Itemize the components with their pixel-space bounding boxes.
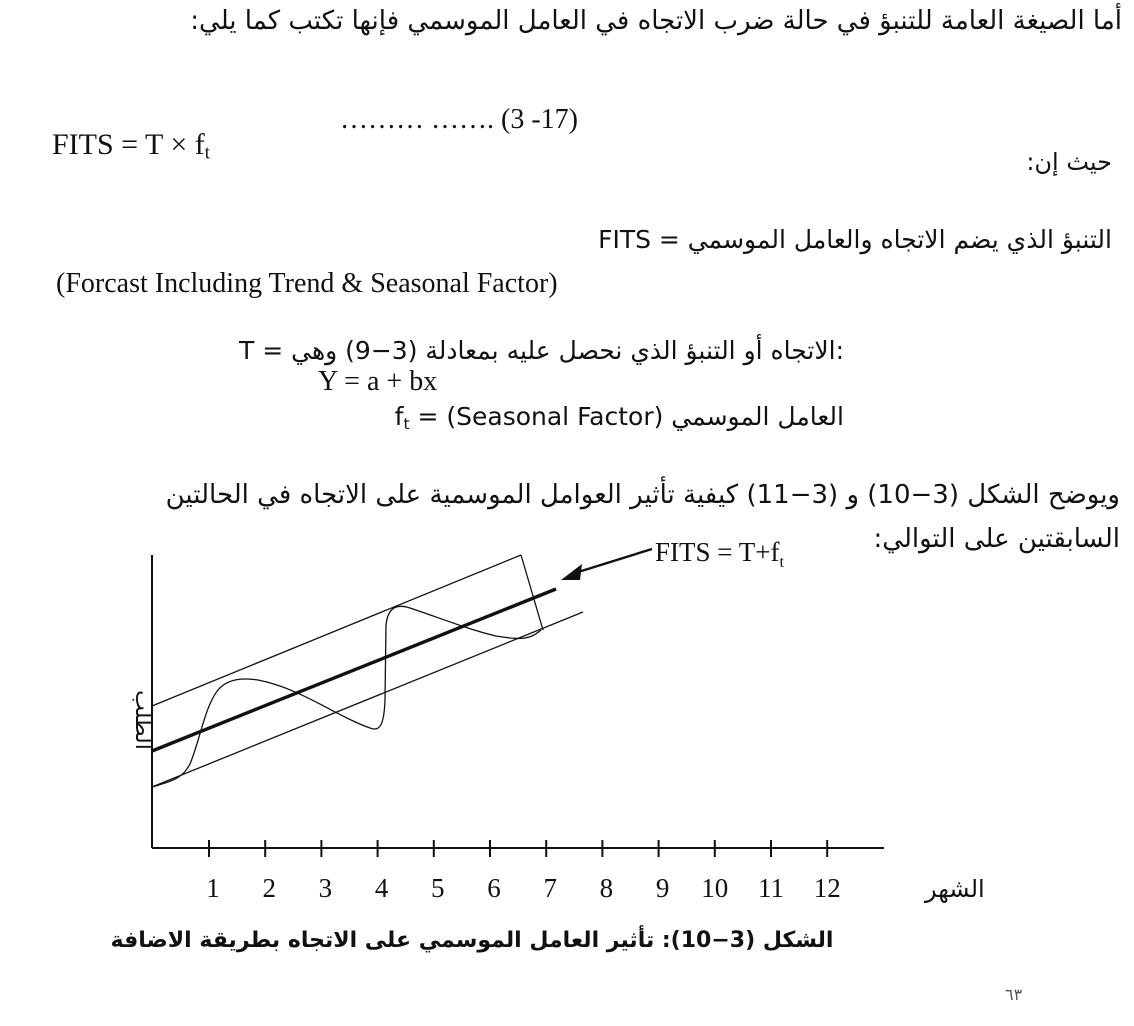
x-axis-label: الشهر xyxy=(925,875,985,903)
x-tick-label: 2 xyxy=(262,873,276,903)
figure-intro-line-1: ويوضح الشكل (3−10) و (3−11) كيفية تأثير العوامل الموسمية على الاتجاه في الحالتين xyxy=(165,480,1120,510)
x-tick-label: 10 xyxy=(701,873,729,903)
seasonal-factor-text: العامل الموسمي (Seasonal Factor) = f xyxy=(394,402,844,431)
where-label: حيث إن: xyxy=(1026,148,1112,176)
formula-main: FITS = T × f xyxy=(52,128,205,161)
band-right-edge xyxy=(521,555,543,630)
figure-caption-text: الشكل (3−10): تأثير العامل الموسمي على الاتجاه بطريقة الاضافة xyxy=(110,928,834,953)
x-axis-tick-labels xyxy=(206,873,840,903)
x-tick-label: 5 xyxy=(431,873,445,903)
formula-subscript: t xyxy=(204,142,210,164)
figure-caption xyxy=(0,928,1134,953)
seasonal-curve xyxy=(152,606,541,787)
x-tick-label: 9 xyxy=(655,873,670,903)
x-tick-label: 8 xyxy=(599,873,614,903)
x-tick-label: 1 xyxy=(206,873,220,903)
seasonal-factor-subscript: t xyxy=(403,414,410,433)
x-tick-label: 12 xyxy=(813,873,841,903)
fits-definition-english: (Forcast Including Trend & Seasonal Factor) xyxy=(56,268,558,299)
trend-line xyxy=(152,589,556,751)
y-axis-label: الطلب xyxy=(130,690,155,750)
x-tick-label: 3 xyxy=(318,873,333,903)
upper-bound-line xyxy=(152,555,521,706)
figure-intro-line-2: السابقتين على التوالي: xyxy=(873,524,1120,554)
annotation-arrow-head xyxy=(561,564,582,580)
intro-paragraph: أما الصيغة العامة للتنبؤ في حالة ضرب الاتجاه في العامل الموسمي فإنها تكتب كما يلي: xyxy=(190,6,1122,36)
x-tick-label: 7 xyxy=(543,873,557,903)
annotation-arrow-shaft xyxy=(575,549,652,573)
equation-dots: ……… ……. xyxy=(340,104,494,135)
x-tick-label: 6 xyxy=(487,873,501,903)
trend-definition: T = الاتجاه أو التنبؤ الذي نحصل عليه بمعادلة (3−9) وهي: xyxy=(239,336,844,365)
trend-equation: Y = a + bx xyxy=(318,366,438,397)
x-tick-label: 4 xyxy=(374,873,389,903)
equation-label: (3 -17) xyxy=(501,104,578,135)
x-tick-label: 11 xyxy=(758,873,784,903)
fits-annotation: FITS = $T+f_t$ xyxy=(655,537,784,571)
page-number: ٦٣ xyxy=(1005,985,1023,1004)
fits-definition-arabic: FITS = التنبؤ الذي يضم الاتجاه والعامل الموسمي xyxy=(598,225,1112,254)
